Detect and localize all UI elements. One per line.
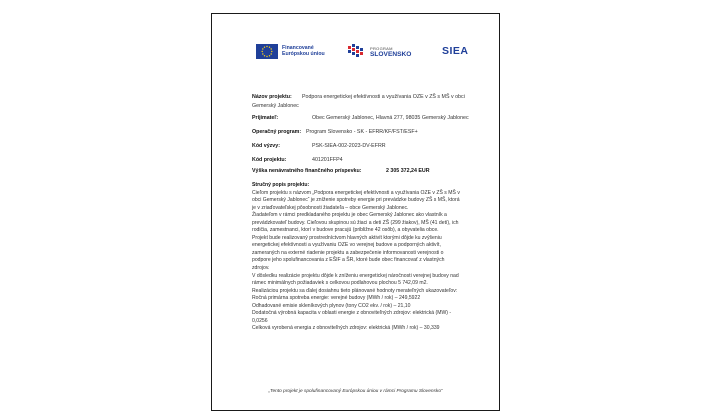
siea-logo: SIEA bbox=[442, 45, 469, 57]
field-kod bbox=[252, 156, 343, 165]
program-label: PROGRAM bbox=[370, 46, 393, 51]
description-line: je v zriaďovateľskej pôsobnosti žiadateľa – obce Gemerský Jablonec. bbox=[252, 204, 409, 211]
field-prispevok bbox=[252, 167, 430, 176]
prijimatel-label: Prijímateľ: bbox=[252, 115, 279, 121]
description-line: obci Gemerský Jablonec“ je zníženie spotreby energie pri prevádzke budovy ZŠ s MŠ, ktorá bbox=[252, 197, 460, 204]
field-prijimatel bbox=[252, 114, 469, 123]
eu-flag-icon bbox=[256, 44, 278, 59]
program-slovensko-mark-icon bbox=[348, 44, 366, 60]
eu-logo-text bbox=[282, 45, 325, 57]
description-line: Ročná primárna spotreba energie: verejné budovy (MWh / rok) – 249,5922 bbox=[252, 295, 421, 302]
nazov-value: Podpora energetickej efektívnosti a využívania OZE v ZŠ s MŠ v obci bbox=[302, 94, 465, 100]
description-line: podpore jeho spolufinancovania z EŠIF a ŠR, ktoré bude obec financovať z vlastných bbox=[252, 257, 445, 264]
description-line: prevádzkovateľ budovy. Cieľovou skupinou sú žiaci a deti ZŠ (299 žiakov), MŠ (41 detí), ich bbox=[252, 219, 459, 226]
program-slovensko-logo bbox=[348, 42, 428, 62]
prispevok-label: Výška nenávratného finančného príspevku: bbox=[252, 168, 362, 174]
kod-value: 401201FFP4 bbox=[312, 157, 343, 163]
program-value: Program Slovensko - SK - EFRR/KF/FST/ESF+ bbox=[306, 129, 418, 135]
project-description bbox=[252, 182, 484, 333]
description-heading: Stručný popis projektu: bbox=[252, 182, 310, 188]
field-program bbox=[252, 128, 418, 137]
nazov-value-line2: Gemerský Jablonec bbox=[252, 102, 299, 109]
description-line: V dôsledku realizácie projektu dôjde k zníženiu energetickej náročnosti verejnej budovy nad bbox=[252, 272, 459, 279]
logo-bar bbox=[256, 42, 488, 62]
prijimatel-value: Obec Gemerský Jablonec, Hlavná 277, 98035 Gemerský Jablonec bbox=[312, 115, 469, 121]
field-nazov bbox=[252, 93, 465, 110]
program-label-field: Operačný program: bbox=[252, 129, 302, 135]
description-line: energetickej efektívnosti a využívaniu OZE vo verejnej budove a podporných aktivít, bbox=[252, 242, 441, 249]
description-line: zameraných na externé riadenie projektu a zabezpečenie informovanosti verejnosti o bbox=[252, 249, 444, 256]
nazov-label: Názov projektu: bbox=[252, 94, 292, 100]
vyzva-label: Kód výzvy: bbox=[252, 143, 280, 149]
kod-label: Kód projektu: bbox=[252, 157, 287, 163]
description-line: Celková vyrobená energia z obnoviteľných zdrojov: elektrická (MWh / rok) – 30,339 bbox=[252, 325, 440, 332]
eu-line-2: Európskou úniou bbox=[282, 51, 325, 57]
eu-line-1: Financované bbox=[282, 45, 314, 51]
footer-note: „Tento projekt je spolufinancovaný Európskou úniou v rámci Programu Slovensko“ bbox=[268, 389, 443, 394]
document-page bbox=[211, 13, 500, 411]
description-line: zdrojov. bbox=[252, 265, 270, 272]
description-line: Projekt bude realizovaný prostredníctvom hlavných aktivít ktorými dôjde ku zvýšeniu bbox=[252, 234, 442, 241]
description-line: Odhadované emisie skleníkových plynov (tony CO2 ekv. / rok) – 21,10 bbox=[252, 302, 411, 309]
slovensko-label: SLOVENSKO bbox=[370, 51, 412, 58]
description-line: rodičia, zamestnanci, ktorí v budove pracujú (približne 42 osôb), a obyvatelia obce. bbox=[252, 227, 439, 234]
description-line: Dodatočná výrobná kapacita v oblasti energie z obnoviteľných zdrojov: elektrická (MW) - bbox=[252, 310, 452, 317]
field-vyzva bbox=[252, 142, 386, 151]
description-line: 0,0256 bbox=[252, 317, 268, 324]
description-line: Realizáciou projektu sa ďalej dosiahnu tieto plánované hodnoty merateľných ukazovateľov: bbox=[252, 287, 458, 294]
description-line: Žiadateľom v rámci predkladaného projektu je obec Gemerský Jablonec ako vlastník a bbox=[252, 212, 447, 219]
prispevok-value: 2 305 372,24 EUR bbox=[386, 168, 430, 174]
vyzva-value: PSK-SIEA-002-2023-DV-EFRR bbox=[312, 143, 386, 149]
description-line: Cieľom projektu s názvom „Podpora energetickej efektívnosti a využívania OZE v ZŠ s MŠ v bbox=[252, 189, 460, 196]
description-line: rámec minimálnych požiadaviek s celkovou podlahovou plochou 5 742,09 m2. bbox=[252, 280, 428, 287]
